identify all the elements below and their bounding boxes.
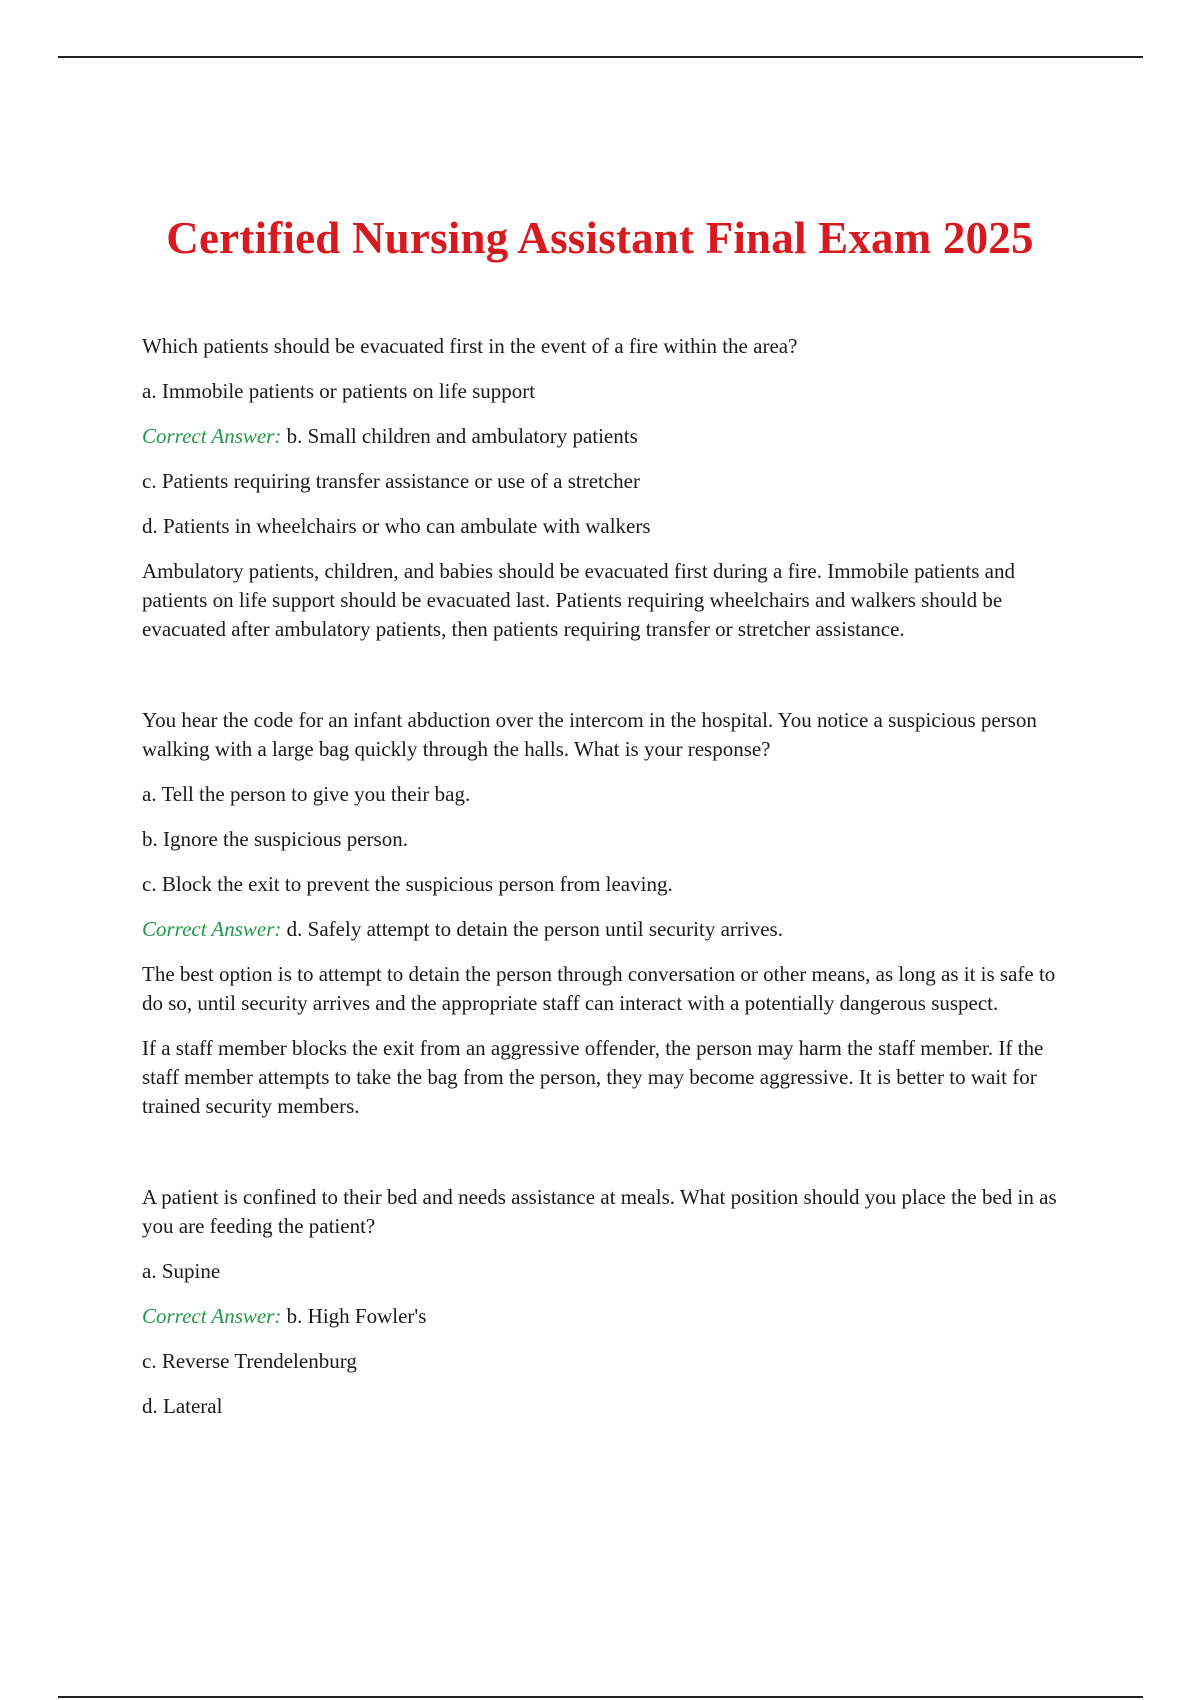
option-a: a. Tell the person to give you their bag. [142,782,471,806]
question-text: You hear the code for an infant abduction over the intercom in the hospital. You notice a suspicious person walking with a large bag quickly through the halls. What is your response? [142,708,1037,761]
option-d-text: d. Safely attempt to detain the person until security arrives. [286,917,783,941]
option-b-text: b. Small children and ambulatory patients [286,424,638,448]
correct-answer-label: Correct Answer: [142,1304,282,1328]
option-c: c. Patients requiring transfer assistance or use of a stretcher [142,469,640,493]
explanation-paragraph: The best option is to attempt to detain the person through conversation or other means, as long as it is safe to do so, until security arrives and the appropriate staff can interact with a potentially dangerous suspect. [142,962,1056,1015]
option-d: d. Lateral [142,1394,223,1418]
correct-answer-label: Correct Answer: [142,917,282,941]
option-b-correct [142,422,1062,451]
question-text: A patient is confined to their bed and needs assistance at meals. What position should you place the bed in as you are feeding the patient? [142,1185,1057,1238]
option-d: d. Patients in wheelchairs or who can ambulate with walkers [142,514,651,538]
option-b: b. Ignore the suspicious person. [142,827,408,851]
explanation-paragraph: Ambulatory patients, children, and babies should be evacuated first during a fire. Immobile patients and patients on life support should be evacuated last. Patients requiring wheelchairs and walkers should be evacuated after ambulatory patients, then patients requiring transfer or stretcher assistance. [142,559,1015,641]
option-b-text: b. High Fowler's [286,1304,427,1328]
question-block-2 [142,706,1062,1121]
document-title: Certified Nursing Assistant Final Exam 2025 [166,213,1034,263]
bottom-rule [58,1696,1143,1698]
question-list [142,332,1062,1437]
question-block-3 [142,1183,1062,1421]
question-block-1 [142,332,1062,644]
question-text: Which patients should be evacuated first in the event of a fire within the area? [142,334,798,358]
explanation-paragraph: If a staff member blocks the exit from an aggressive offender, the person may harm the staff member. If the staff member attempts to take the bag from the person, they may become aggressive. It is better to wait for trained security members. [142,1036,1044,1118]
option-c: c. Reverse Trendelenburg [142,1349,357,1373]
correct-answer-label: Correct Answer: [142,424,282,448]
option-a: a. Immobile patients or patients on life support [142,379,536,403]
option-c: c. Block the exit to prevent the suspicious person from leaving. [142,872,673,896]
option-a: a. Supine [142,1259,221,1283]
top-rule [58,56,1143,58]
option-d-correct [142,915,1062,944]
option-b-correct [142,1302,1062,1331]
